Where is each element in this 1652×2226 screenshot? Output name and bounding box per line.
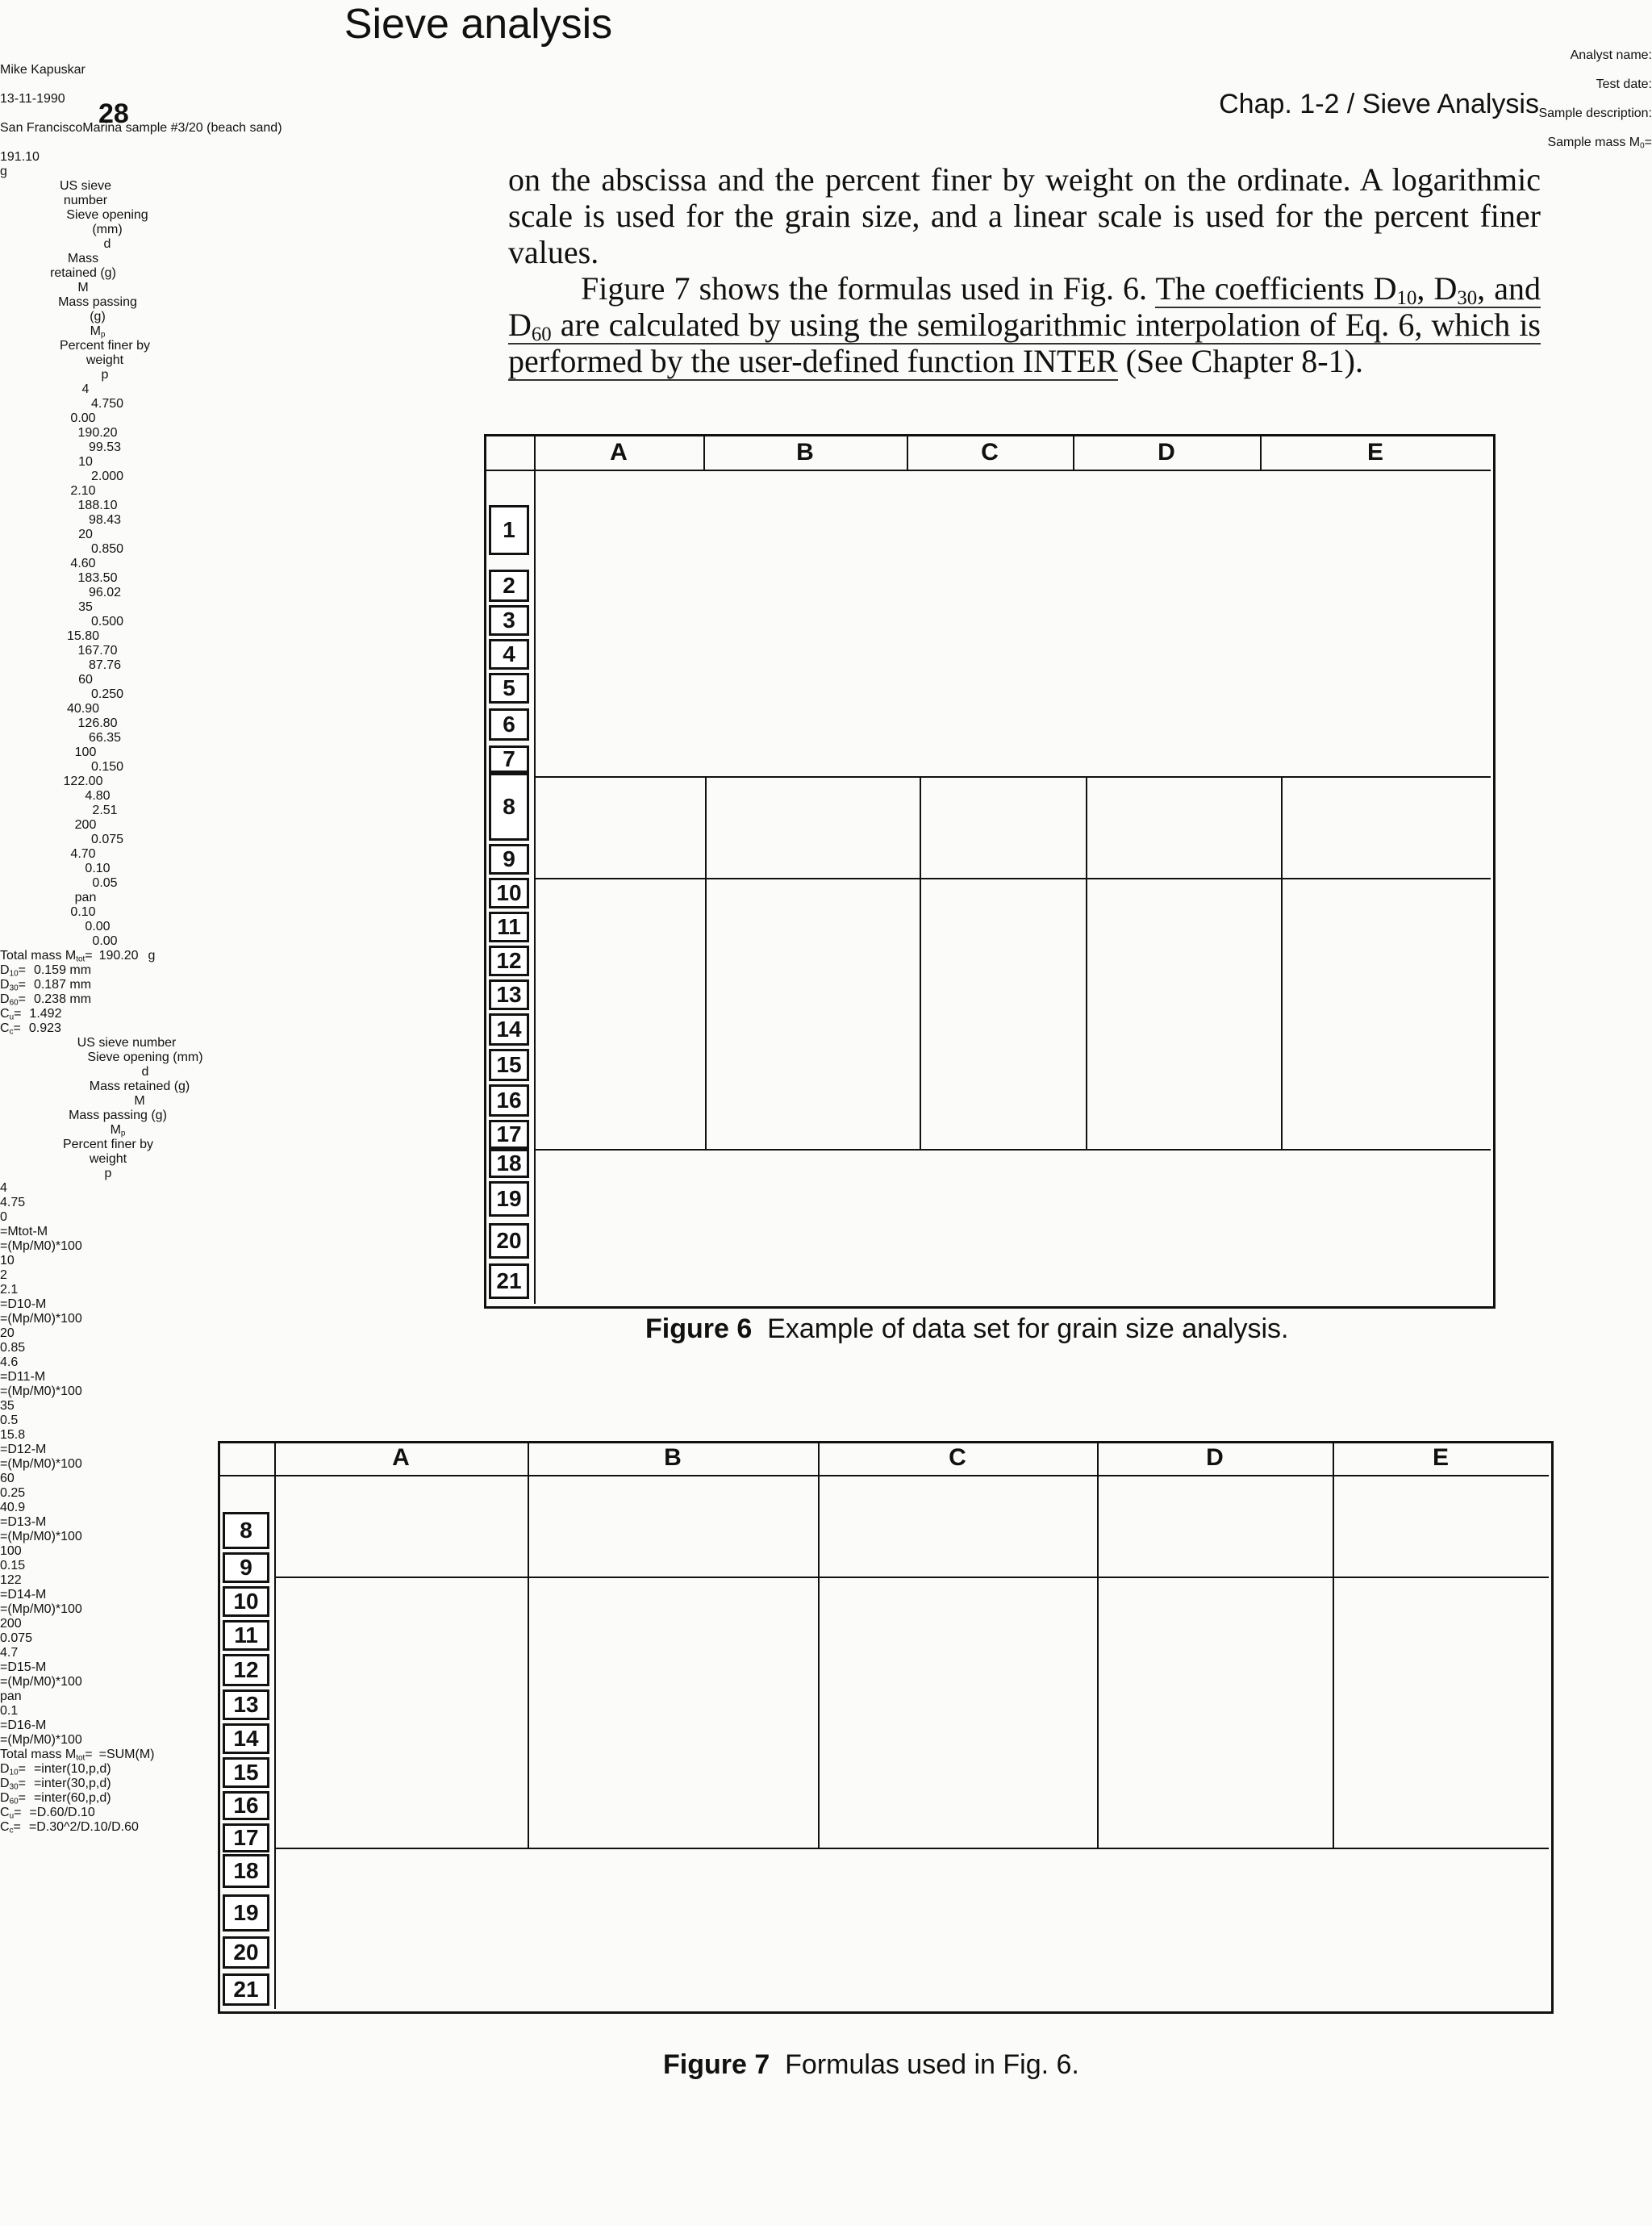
- formula-cell: =(Mp/M0)*100: [0, 1239, 82, 1253]
- formula-cell: 0.25: [0, 1486, 26, 1500]
- data-cell: 0.075: [90, 833, 124, 846]
- data-cell: 15.80: [66, 629, 100, 643]
- col-label: weight: [86, 353, 124, 367]
- formula-cell: 0.85: [0, 1341, 26, 1355]
- cu-formula: $C_u= =D.60/D.10$: [0, 1806, 95, 1821]
- col-label: US sieve: [59, 179, 112, 193]
- formula-cell: =D11-M: [0, 1370, 46, 1384]
- row-number: 14: [489, 1013, 529, 1046]
- row-number: 1: [489, 505, 529, 555]
- formula-cell: 0: [0, 1210, 7, 1224]
- data-cell: 188.10: [77, 499, 118, 512]
- data-cell: 2.51: [92, 804, 118, 817]
- d10-formula: $D_{10}=$ =inter(10,p,d): [0, 1762, 111, 1777]
- formula-cell: =(Mp/M0)*100: [0, 1457, 82, 1471]
- figure-7-frame: [218, 1441, 1554, 2014]
- formula-cell: 35: [0, 1399, 15, 1413]
- col-divider: [528, 1441, 529, 1848]
- row-number: 16: [223, 1791, 269, 1820]
- formula-cell: =(Mp/M0)*100: [0, 1733, 82, 1747]
- table-rule: [274, 1848, 1549, 1849]
- info-label: Sample description:: [1538, 106, 1652, 120]
- col-label: Sieve opening: [66, 208, 148, 222]
- col-divider: [818, 1441, 820, 1848]
- sample-mass-unit: g: [0, 165, 7, 178]
- formula-cell: =D14-M: [0, 1588, 47, 1602]
- row-number: 6: [489, 708, 529, 741]
- row-number: 13: [489, 979, 529, 1010]
- row-number: 21: [489, 1263, 529, 1299]
- data-cell: 40.90: [66, 702, 100, 716]
- row-number: 21: [223, 1973, 269, 2006]
- data-cell: 4: [81, 382, 90, 396]
- formula-cell: 0.1: [0, 1704, 19, 1718]
- col-symbol: M: [77, 281, 89, 294]
- col-label: Mass passing: [58, 295, 137, 309]
- sample-mass-value: 191.10: [0, 150, 40, 164]
- row-number: 3: [489, 605, 529, 636]
- data-cell: 99.53: [88, 441, 122, 454]
- formula-cell: =(Mp/M0)*100: [0, 1602, 82, 1616]
- row-number: 10: [223, 1586, 269, 1617]
- data-cell: 0.10: [70, 905, 96, 919]
- table-rule: [534, 1149, 1491, 1151]
- data-cell: 0.850: [90, 542, 124, 556]
- row-number: 17: [223, 1823, 269, 1852]
- col-symbol: d: [103, 237, 111, 251]
- d60-formula: $D_{60}=$ =inter(60,p,d): [0, 1791, 111, 1806]
- formula-cell: =D13-M: [0, 1515, 47, 1529]
- data-cell: 4.80: [85, 789, 111, 803]
- header-rule: [484, 470, 1491, 471]
- formula-cell: =(Mp/M0)*100: [0, 1312, 82, 1326]
- formula-cell: =D10-M: [0, 1297, 47, 1311]
- formula-cell: =D16-M: [0, 1719, 47, 1732]
- data-cell: 60: [78, 673, 93, 687]
- table-divider: [1281, 776, 1283, 1149]
- row-number: 15: [223, 1757, 269, 1788]
- row-number: 12: [489, 946, 529, 976]
- formula-cell: =(Mp/M0)*100: [0, 1675, 82, 1689]
- table-rule: [274, 1577, 1549, 1578]
- page-number: 28: [98, 98, 129, 129]
- col-symbol: d: [141, 1065, 149, 1079]
- data-cell: 122.00: [63, 775, 103, 788]
- row-number: 4: [489, 639, 529, 670]
- data-cell: 0.500: [90, 615, 124, 629]
- col-label: weight: [89, 1152, 127, 1166]
- data-cell: pan: [74, 891, 97, 904]
- formula-cell: 4: [0, 1181, 7, 1195]
- paragraph-1: on the abscissa and the percent finer by weight on the ordinate. A logarithmic scale is used for the grain size, and a linear scale is used for the percent finer values.: [508, 161, 1541, 270]
- col-header-a: A: [392, 1444, 410, 1471]
- sheet-title: Sieve analysis: [344, 1, 613, 48]
- d30-result: $D_{30}= 0.187$ mm: [0, 978, 92, 993]
- data-cell: 0.10: [85, 862, 111, 875]
- total-mass: Total mass $M_{tot}= 190.20$ g: [0, 949, 156, 964]
- col-header-b: B: [664, 1444, 682, 1471]
- data-cell: 0.00: [85, 920, 111, 933]
- col-label: US sieve number: [77, 1036, 177, 1050]
- d30-formula: $D_{30}=$ =inter(30,p,d): [0, 1777, 111, 1792]
- formula-cell: =(Mp/M0)*100: [0, 1530, 82, 1543]
- col-label: Sieve opening (mm): [87, 1050, 203, 1064]
- data-cell: 98.43: [88, 513, 122, 527]
- data-cell: 0.05: [92, 876, 118, 890]
- col-header-a: A: [610, 439, 628, 466]
- info-value: San FranciscoMarina sample #3/20 (beach sand): [0, 121, 282, 135]
- row-number: 8: [489, 773, 529, 841]
- body-text: [508, 161, 1541, 379]
- row-number: 10: [489, 878, 529, 908]
- row-number: 12: [223, 1654, 269, 1686]
- formula-cell: 15.8: [0, 1428, 26, 1442]
- row-number: 17: [489, 1120, 529, 1149]
- data-cell: 2.10: [70, 484, 96, 498]
- formula-cell: 4.7: [0, 1646, 19, 1660]
- info-label: Test date:: [1596, 77, 1652, 91]
- col-label: (g): [90, 310, 106, 324]
- rownum-divider: [534, 434, 536, 1304]
- d10-result: $D_{10}= 0.159$ mm: [0, 963, 92, 979]
- data-cell: 20: [78, 528, 93, 541]
- formula-cell: =(Mp/M0)*100: [0, 1384, 82, 1398]
- col-header-d: D: [1206, 1444, 1224, 1471]
- row-number: 19: [223, 1894, 269, 1932]
- col-symbol: $M_p$: [90, 324, 106, 340]
- formula-cell: 200: [0, 1617, 22, 1631]
- figure-6-caption: Figure 6 Example of data set for grain size analysis.: [645, 1313, 1289, 1344]
- cu-result: $C_u= 1.492$: [0, 1007, 62, 1022]
- formula-cell: 10: [0, 1254, 15, 1268]
- col-header-d: D: [1158, 439, 1175, 466]
- data-cell: 4.70: [70, 847, 96, 861]
- formula-cell: 4.6: [0, 1355, 19, 1369]
- formula-cell: 0.075: [0, 1631, 33, 1645]
- formula-cell: 0.5: [0, 1414, 19, 1427]
- data-cell: 4.750: [90, 397, 124, 411]
- col-symbol: $M_p$: [110, 1123, 126, 1138]
- info-label: Sample mass $M_0=$: [1547, 136, 1652, 151]
- d60-result: $D_{60}= 0.238$ mm: [0, 992, 92, 1008]
- row-number: 18: [489, 1149, 529, 1178]
- info-value: 13-11-1990: [0, 92, 65, 106]
- data-cell: 0.250: [90, 687, 124, 701]
- col-divider: [1097, 1441, 1099, 1848]
- row-number: 11: [223, 1620, 269, 1651]
- col-header-c: C: [981, 439, 999, 466]
- data-cell: 183.50: [77, 571, 118, 585]
- formula-cell: 4.75: [0, 1196, 26, 1209]
- cc-result: $C_c= 0.923$: [0, 1021, 61, 1037]
- row-number: 15: [489, 1049, 529, 1081]
- col-label: (mm): [92, 223, 123, 236]
- data-cell: 200: [74, 818, 97, 832]
- paragraph-2: Figure 7 shows the formulas used in Fig. 6. The coefficients $D_{10}$, $D_{30}$, and $D_{60}$ are calculated by using the semilogarithmic interpolation of Eq. 6, which is performed by the user-defined function INTER (See Chapter 8-1).: [508, 270, 1541, 379]
- data-cell: 190.20: [77, 426, 118, 440]
- col-header-c: C: [949, 1444, 966, 1471]
- row-number: 7: [489, 745, 529, 773]
- data-cell: 167.70: [77, 644, 118, 658]
- row-number: 2: [489, 570, 529, 602]
- col-header-e: E: [1432, 1444, 1449, 1471]
- col-label: retained (g): [50, 266, 116, 280]
- data-cell: 0.00: [92, 934, 118, 948]
- col-header-e: E: [1366, 439, 1383, 466]
- total-mass-formula: Total mass $M_{tot}= =SUM(M)$: [0, 1748, 155, 1763]
- col-label: Mass passing (g): [69, 1109, 167, 1122]
- cc-formula: $C_c=$ =D.30^2/D.10/D.60: [0, 1820, 139, 1836]
- row-number: 13: [223, 1689, 269, 1720]
- formula-cell: 2.1: [0, 1283, 19, 1297]
- info-label: Analyst name:: [1570, 48, 1652, 62]
- p2-start: Figure 7 shows the formulas used in Fig. 6.: [581, 270, 1148, 307]
- formula-cell: =D12-M: [0, 1443, 47, 1456]
- formula-cell: =D15-M: [0, 1660, 47, 1674]
- data-cell: 10: [78, 455, 93, 469]
- formula-cell: 100: [0, 1544, 22, 1558]
- table-divider: [705, 776, 707, 1149]
- col-label: Mass retained (g): [89, 1080, 190, 1093]
- row-number: 14: [223, 1723, 269, 1754]
- formula-cell: 40.9: [0, 1501, 26, 1514]
- col-symbol: M: [134, 1094, 145, 1108]
- formula-cell: 122: [0, 1573, 22, 1587]
- data-cell: 2.000: [90, 470, 124, 483]
- data-cell: 87.76: [88, 658, 122, 672]
- data-cell: 0.00: [70, 411, 96, 425]
- row-number: 8: [223, 1512, 269, 1549]
- formula-cell: 60: [0, 1472, 15, 1485]
- table-rule: [534, 878, 1491, 879]
- table-rule: [534, 776, 1491, 778]
- row-number: 16: [489, 1084, 529, 1117]
- col-label: Percent finer by: [59, 339, 151, 353]
- row-number: 5: [489, 673, 529, 704]
- data-cell: 0.150: [90, 760, 124, 774]
- data-cell: 66.35: [88, 731, 122, 745]
- col-divider: [1333, 1441, 1334, 1848]
- formula-cell: pan: [0, 1689, 22, 1703]
- data-cell: 100: [74, 745, 97, 759]
- col-header-b: B: [796, 439, 814, 466]
- col-label: Percent finer by: [62, 1138, 154, 1151]
- header-rule: [218, 1475, 1549, 1476]
- figure-7-caption: Figure 7 Formulas used in Fig. 6.: [663, 2049, 1079, 2080]
- row-number: 11: [489, 912, 529, 942]
- col-symbol: p: [104, 1167, 112, 1180]
- data-cell: 35: [78, 600, 93, 614]
- col-symbol: p: [101, 368, 109, 382]
- col-label: number: [63, 194, 108, 207]
- col-label: Mass: [67, 252, 99, 265]
- row-number: 20: [223, 1936, 269, 1969]
- row-number: 9: [223, 1552, 269, 1583]
- row-number: 20: [489, 1223, 529, 1259]
- table-divider: [1086, 776, 1087, 1149]
- row-number: 19: [489, 1181, 529, 1217]
- table-divider: [920, 776, 921, 1149]
- underlined-text: The coefficients $D_{10}$, $D_{30}$, and $D_{60}$ are calculated by using the semilogarithmic interpolation of Eq. 6, which is performed by the user-defined function INTER: [508, 270, 1541, 379]
- row-number: 18: [223, 1854, 269, 1888]
- data-cell: 4.60: [70, 557, 96, 570]
- info-value: Mike Kapuskar: [0, 63, 86, 77]
- formula-cell: 2: [0, 1268, 7, 1282]
- rownum-divider: [274, 1441, 276, 2009]
- row-number: 9: [489, 844, 529, 875]
- data-cell: 126.80: [77, 716, 118, 730]
- running-head: Chap. 1-2 / Sieve Analysis: [1219, 89, 1539, 119]
- figure-6-frame: [484, 434, 1496, 1309]
- formula-cell: =Mtot-M: [0, 1225, 48, 1238]
- formula-cell: 0.15: [0, 1559, 26, 1572]
- formula-cell: 20: [0, 1326, 15, 1340]
- data-cell: 96.02: [88, 586, 122, 599]
